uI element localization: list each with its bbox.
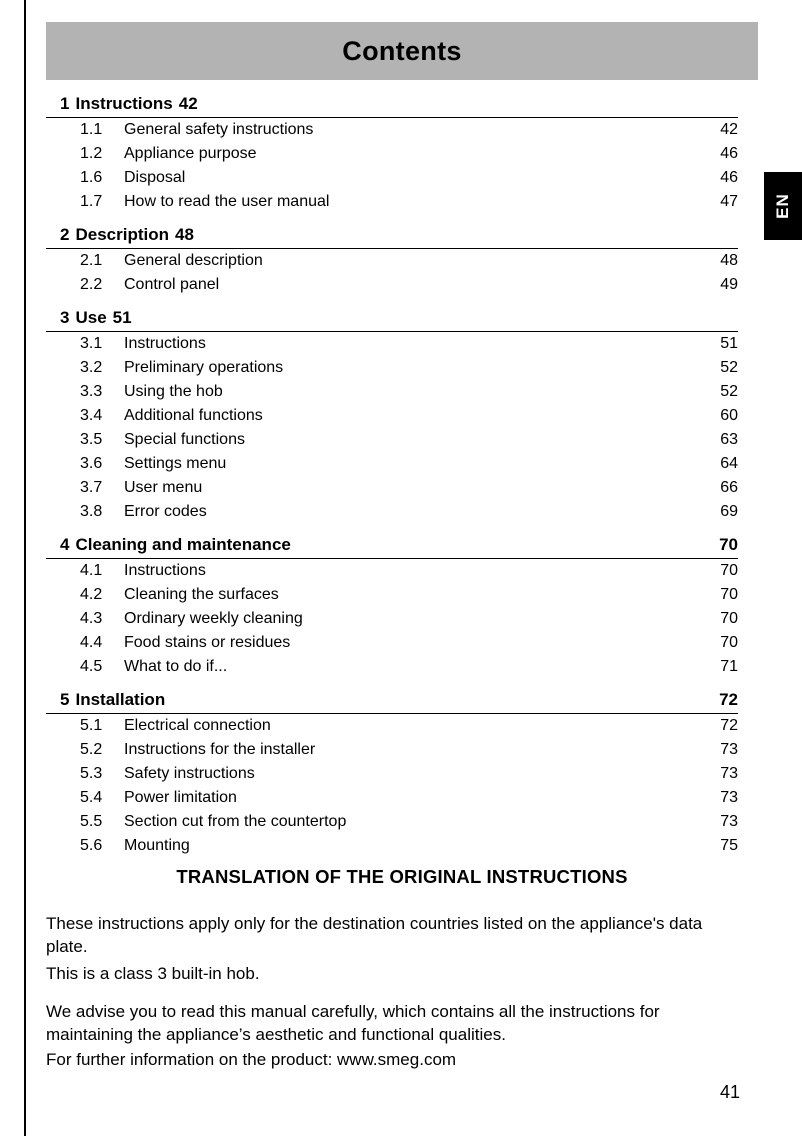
- toc-chapter-number: 5: [60, 690, 70, 709]
- toc-entry[interactable]: [80, 834, 738, 858]
- translation-paragraph-3: We advise you to read this manual carefully, which contains all the instructions for maintaining the appliance’s aesthetic and functional qualities.: [46, 1002, 660, 1044]
- toc-entry-number: 4.2: [80, 586, 103, 603]
- toc-entry-number: 4.5: [80, 658, 103, 675]
- toc-entry-page: 46: [720, 145, 738, 162]
- translation-paragraph-1: These instructions apply only for the destination countries listed on the appliance's data plate.: [46, 914, 703, 956]
- toc-entry-page: 47: [720, 193, 738, 210]
- toc-chapter-title: Use: [75, 308, 107, 327]
- toc-entry-title: Mounting: [124, 837, 190, 854]
- toc-entry-title: Preliminary operations: [124, 359, 284, 376]
- toc-chapter[interactable]: [46, 92, 738, 118]
- toc-entry-page: 49: [720, 276, 738, 293]
- toc-entry-title: Disposal: [124, 169, 186, 186]
- toc-entry-title: Power limitation: [124, 789, 237, 806]
- toc-entry[interactable]: [80, 738, 738, 762]
- toc-entry-page: 75: [720, 837, 738, 854]
- toc-chapter[interactable]: [46, 306, 738, 332]
- toc-chapter-number: 2: [60, 225, 70, 244]
- toc-entry[interactable]: [80, 190, 738, 214]
- toc-entry-number: 3.4: [80, 407, 103, 424]
- toc-entry-number: 2.2: [80, 276, 103, 293]
- toc-entry-title: Instructions: [124, 335, 206, 352]
- toc-entry[interactable]: [80, 607, 738, 631]
- toc-entry[interactable]: [80, 404, 738, 428]
- toc-entry-title: Special functions: [124, 431, 245, 448]
- toc-entry-number: 3.2: [80, 359, 103, 376]
- translation-paragraph-2: This is a class 3 built-in hob.: [46, 964, 260, 983]
- toc-entry-title: Ordinary weekly cleaning: [124, 610, 303, 627]
- contents-header-bar: [46, 22, 758, 80]
- toc-entry-title: User menu: [124, 479, 203, 496]
- toc-entry-title: Additional functions: [124, 407, 263, 424]
- toc-entry-number: 5.4: [80, 789, 103, 806]
- toc-chapter-page: 70: [719, 535, 738, 554]
- toc-entry-number: 3.8: [80, 503, 103, 520]
- toc-entry-number: 3.7: [80, 479, 103, 496]
- toc-chapter-number: 3: [60, 308, 70, 327]
- toc-entry-number: 1.1: [80, 121, 103, 138]
- toc-entry-number: 3.6: [80, 455, 103, 472]
- toc-entry[interactable]: [80, 500, 738, 524]
- toc-entry-number: 5.2: [80, 741, 103, 758]
- toc-entry-title: Instructions for the installer: [124, 741, 316, 758]
- toc-entry-page: 66: [720, 479, 738, 496]
- translation-paragraph-4: For further information on the product: www.smeg.com: [46, 1050, 457, 1069]
- toc-entry-page: 52: [720, 359, 738, 376]
- toc-entry-number: 1.6: [80, 169, 103, 186]
- page-title: Contents: [342, 35, 462, 66]
- toc-entry-number: 1.7: [80, 193, 103, 210]
- toc-entry-page: 73: [720, 765, 738, 782]
- toc-chapter-title: Cleaning and maintenance: [75, 535, 291, 554]
- toc-entry-page: 51: [720, 335, 738, 352]
- toc-entry[interactable]: [80, 118, 738, 142]
- toc-entry-page: 73: [720, 789, 738, 806]
- toc-entry-title: General safety instructions: [124, 121, 314, 138]
- toc-entry-title: How to read the user manual: [124, 193, 330, 210]
- toc-entry-number: 3.3: [80, 383, 103, 400]
- toc-entry[interactable]: [80, 655, 738, 679]
- toc-entry-title: Control panel: [124, 276, 220, 293]
- toc-chapter[interactable]: [46, 533, 738, 559]
- toc-entry-page: 70: [720, 586, 738, 603]
- toc-entry[interactable]: [80, 810, 738, 834]
- toc-entry[interactable]: [80, 142, 738, 166]
- toc-chapter-page: 72: [719, 690, 738, 709]
- toc-entry-title: What to do if...: [124, 658, 228, 675]
- table-of-contents: [46, 92, 738, 858]
- toc-entry-page: 64: [720, 455, 738, 472]
- toc-entry[interactable]: [80, 476, 738, 500]
- toc-entry-page: 70: [720, 610, 738, 627]
- toc-entry-title: Safety instructions: [124, 765, 255, 782]
- toc-entry[interactable]: [80, 332, 738, 356]
- toc-entry-page: 42: [720, 121, 738, 138]
- toc-chapter-title: Installation: [75, 690, 166, 709]
- toc-entry-title: Using the hob: [124, 383, 223, 400]
- toc-entry-page: 73: [720, 813, 738, 830]
- toc-entry[interactable]: [80, 166, 738, 190]
- toc-entry-page: 46: [720, 169, 738, 186]
- toc-entry-number: 4.1: [80, 562, 103, 579]
- toc-entry[interactable]: [80, 714, 738, 738]
- toc-chapter-number: 1: [60, 94, 70, 113]
- toc-entry-page: 60: [720, 407, 738, 424]
- toc-entry[interactable]: [80, 249, 738, 273]
- toc-entry[interactable]: [80, 428, 738, 452]
- toc-entry-page: 63: [720, 431, 738, 448]
- left-margin-rule: [24, 0, 26, 1136]
- toc-entry-page: 52: [720, 383, 738, 400]
- toc-chapter-number: 4: [60, 535, 70, 554]
- toc-chapter[interactable]: [46, 688, 738, 714]
- toc-entry-page: 71: [720, 658, 738, 675]
- toc-entry-number: 5.5: [80, 813, 103, 830]
- toc-entry[interactable]: [80, 452, 738, 476]
- toc-entry-title: Error codes: [124, 503, 207, 520]
- toc-entry-title: Section cut from the countertop: [124, 813, 347, 830]
- toc-entry-number: 5.3: [80, 765, 103, 782]
- toc-entry-number: 4.3: [80, 610, 103, 627]
- toc-entry[interactable]: [80, 380, 738, 404]
- toc-entry-title: Appliance purpose: [124, 145, 257, 162]
- footer-page-number: 41: [719, 1082, 740, 1102]
- toc-entry[interactable]: [80, 356, 738, 380]
- toc-entry[interactable]: [80, 559, 738, 583]
- toc-entry-title: Food stains or residues: [124, 634, 291, 651]
- toc-entry-title: Instructions: [124, 562, 206, 579]
- toc-entry[interactable]: [80, 762, 738, 786]
- toc-entry-page: 73: [720, 741, 738, 758]
- toc-chapter-title: Description: [75, 225, 169, 244]
- toc-entry-title: Cleaning the surfaces: [124, 586, 279, 603]
- language-tab-en: [764, 172, 802, 240]
- toc-entry-title: Electrical connection: [124, 717, 271, 734]
- toc-chapter-page: 48: [175, 225, 194, 244]
- toc-entry-number: 5.6: [80, 837, 103, 854]
- toc-entry-page: 48: [720, 252, 738, 269]
- toc-entry-number: 5.1: [80, 717, 103, 734]
- toc-entry-number: 2.1: [80, 252, 103, 269]
- toc-entry-number: 4.4: [80, 634, 103, 651]
- toc-entry[interactable]: [80, 786, 738, 810]
- toc-chapter[interactable]: [46, 223, 738, 249]
- toc-entry-number: 3.5: [80, 431, 103, 448]
- toc-entry[interactable]: [80, 631, 738, 655]
- translation-heading: TRANSLATION OF THE ORIGINAL INSTRUCTIONS: [176, 866, 628, 887]
- toc-entry-title: Settings menu: [124, 455, 227, 472]
- toc-entry-page: 72: [720, 717, 738, 734]
- toc-entry-number: 3.1: [80, 335, 103, 352]
- toc-entry-page: 69: [720, 503, 738, 520]
- toc-entry[interactable]: [80, 583, 738, 607]
- toc-entry-number: 1.2: [80, 145, 103, 162]
- toc-entry[interactable]: [80, 273, 738, 297]
- toc-chapter-page: 51: [112, 308, 132, 327]
- language-tab-label: EN: [773, 193, 792, 219]
- toc-entry-page: 70: [720, 562, 738, 579]
- toc-chapter-title: Instructions: [75, 94, 173, 113]
- toc-entry-title: General description: [124, 252, 263, 269]
- toc-chapter-page: 42: [178, 94, 198, 113]
- toc-entry-page: 70: [720, 634, 738, 651]
